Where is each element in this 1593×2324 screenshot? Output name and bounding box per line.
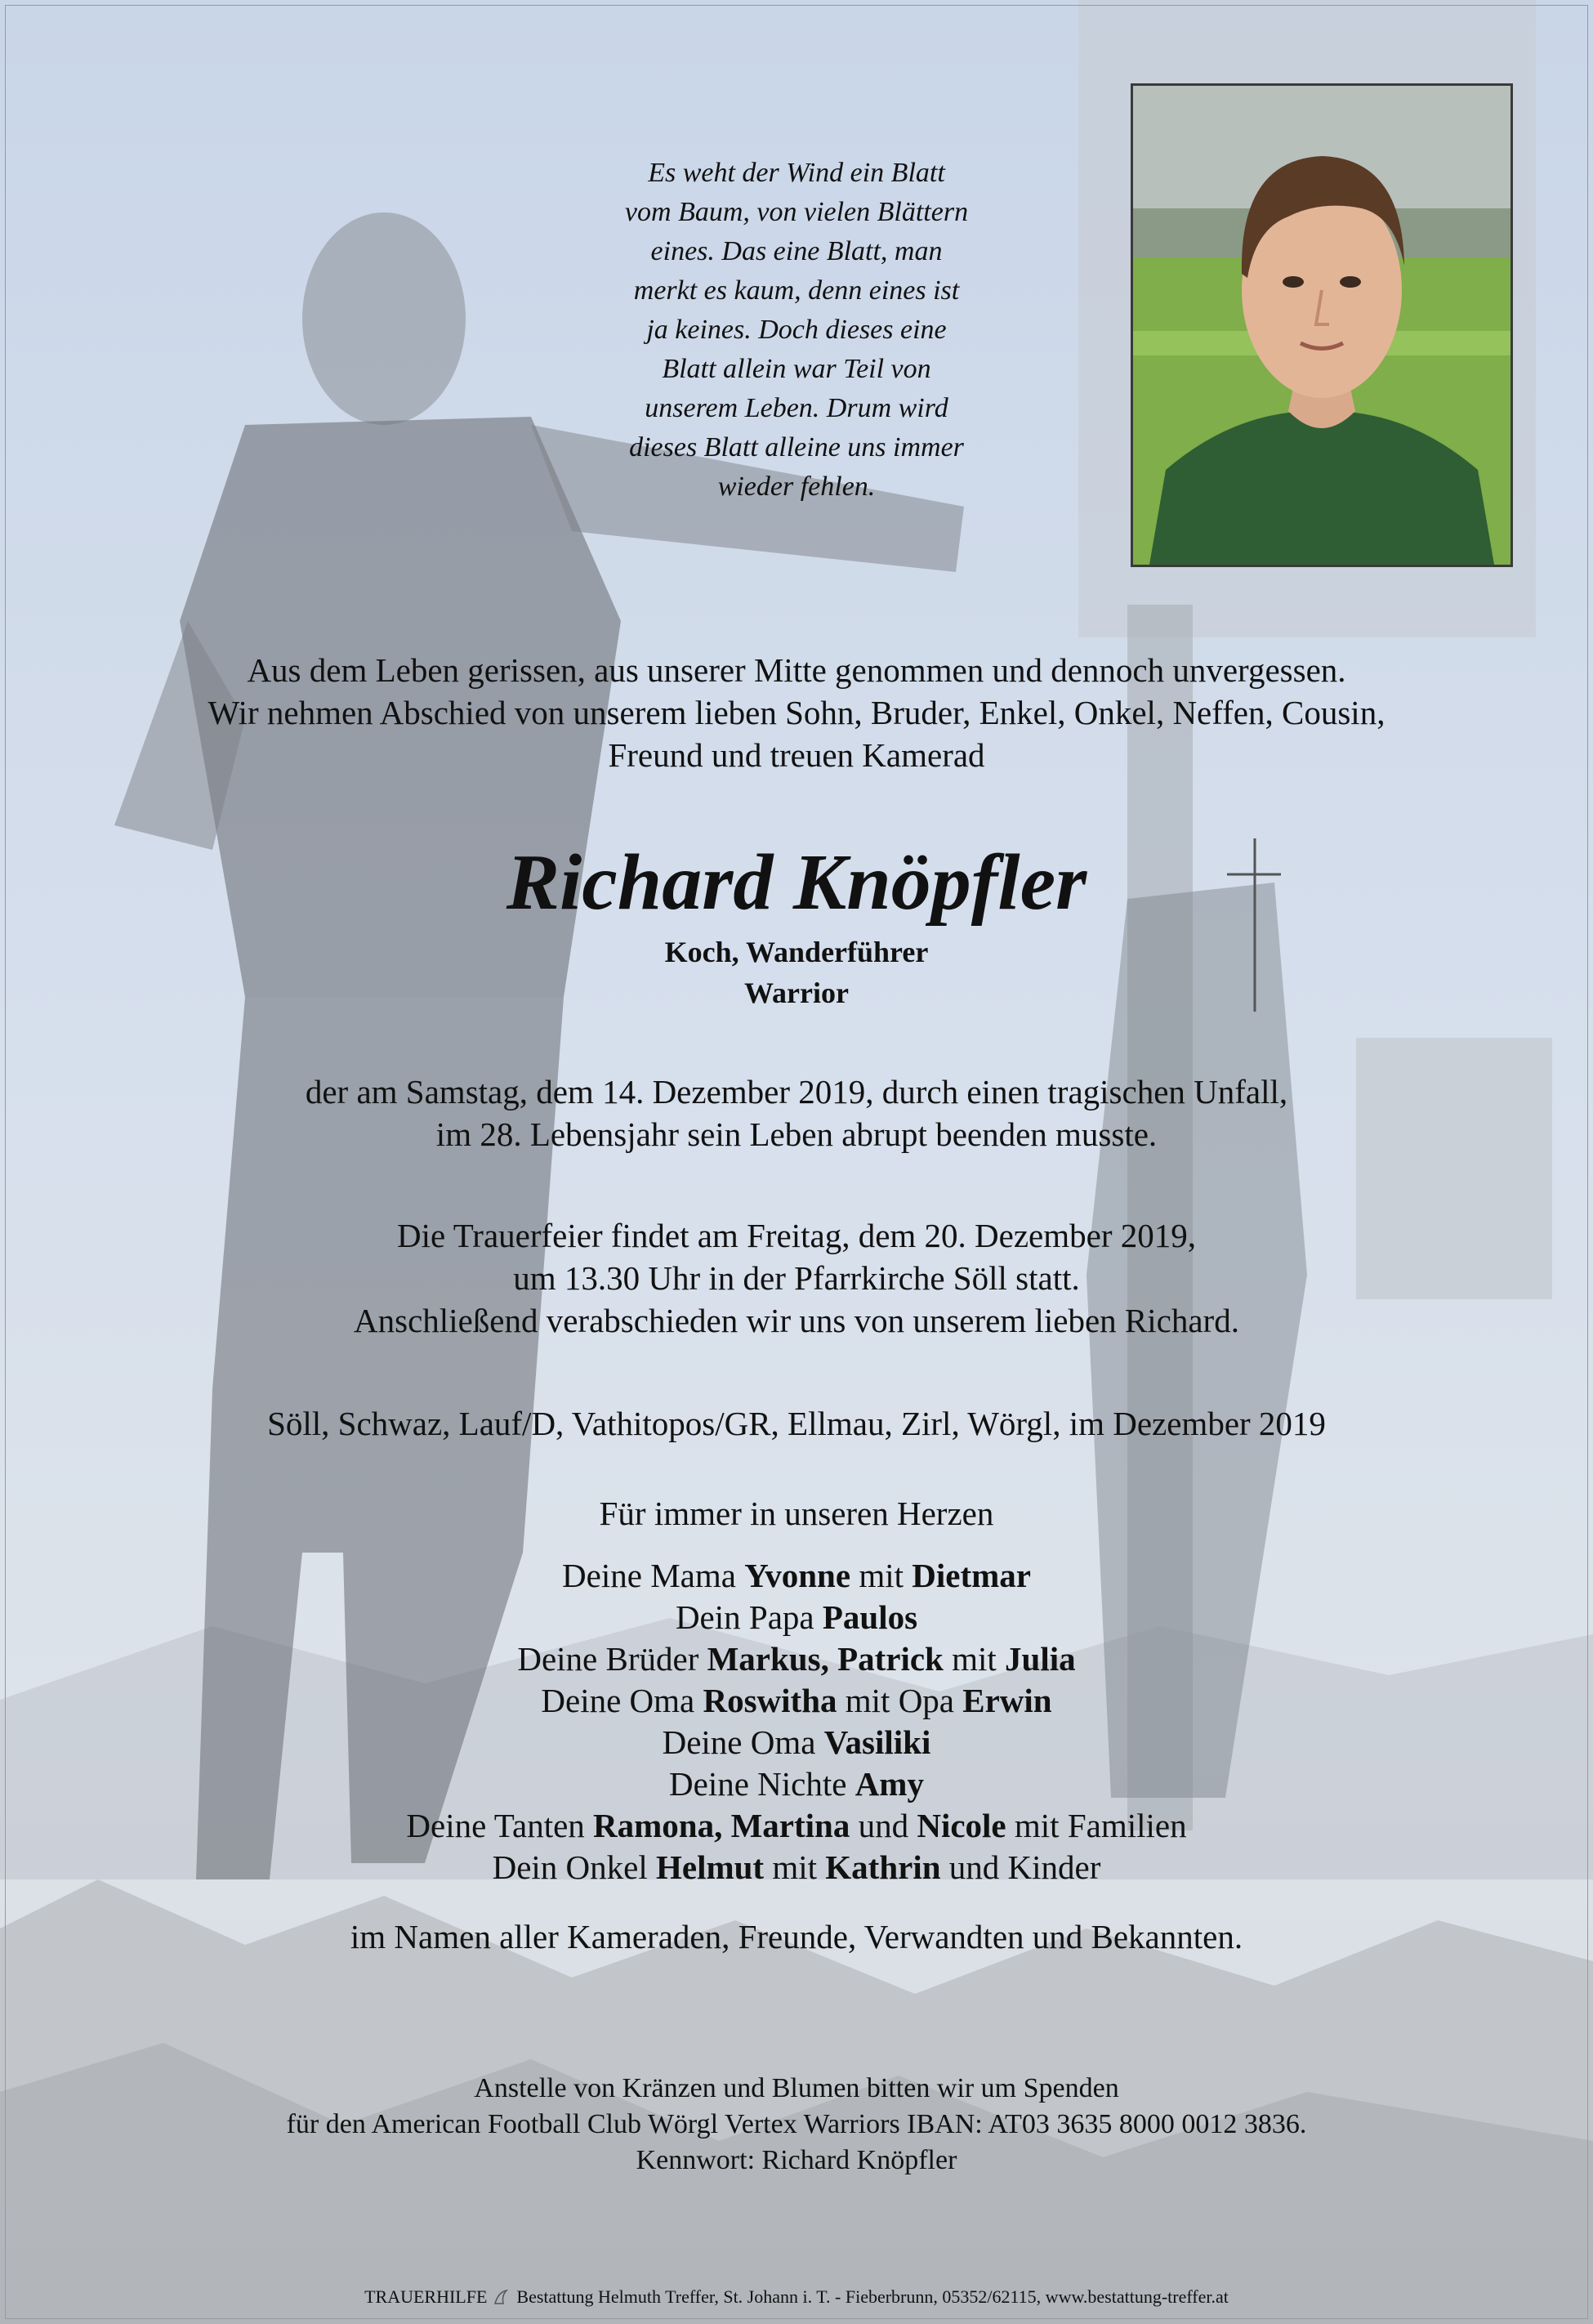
intro-text (0, 649, 1593, 776)
poem-line: eines. Das eine Blatt, man (650, 236, 943, 266)
role-line: Warrior (744, 977, 849, 1009)
donation-line: Kennwort: Richard Knöpfler (636, 2145, 957, 2175)
mourner-line: Dein Onkel Helmut mit Kathrin und Kinder (492, 1848, 1101, 1886)
mourner-line: Dein Papa Paulos (675, 1598, 918, 1636)
mourner-line: Deine Mama Yvonne mit Dietmar (562, 1557, 1031, 1594)
motto: Für immer in unseren Herzen (599, 1495, 994, 1532)
poem-line: wieder fehlen. (717, 472, 876, 502)
poem-line: ja keines. Doch dieses eine (646, 315, 947, 345)
poem-line: Blatt allein war Teil von (662, 354, 931, 384)
mourner-line: Deine Oma Vasiliki (662, 1723, 931, 1761)
poem-line: vom Baum, von vielen Blättern (624, 197, 969, 227)
mourner-line: Deine Nichte Amy (669, 1765, 924, 1803)
poem-line: unserem Leben. Drum wird (645, 393, 948, 423)
intro-line: Wir nehmen Abschied von unserem lieben Sohn, Bruder, Enkel, Onkel, Neffen, Cousin, (207, 694, 1386, 731)
mourner-line: Deine Brüder Markus, Patrick mit Julia (517, 1640, 1076, 1678)
poem-line: dieses Blatt alleine uns immer (629, 432, 964, 463)
death-line: im 28. Lebensjahr sein Leben abrupt beenden musste. (435, 1115, 1158, 1153)
funeral-line: um 13.30 Uhr in der Pfarrkirche Söll statt. (513, 1259, 1080, 1297)
intro-line: Freund und treuen Kamerad (608, 736, 985, 774)
deceased-roles (0, 932, 1593, 1013)
role-line: Koch, Wanderführer (664, 936, 929, 968)
footer-brand: TRAUERHILFE (364, 2286, 488, 2307)
poem-line: Es weht der Wind ein Blatt (648, 158, 945, 188)
poem (539, 154, 1054, 507)
footer-text: Bestattung Helmuth Treffer, St. Johann i. T. - Fieberbrunn, 05352/62115, www.bestattung-treffer.at (516, 2286, 1229, 2307)
death-notice (0, 1070, 1593, 1155)
donation-line: Anstelle von Kränzen und Blumen bitten wir um Spenden (474, 2073, 1119, 2103)
funeral-info (0, 1214, 1593, 1342)
footer (0, 2285, 1593, 2309)
portrait-image (1133, 86, 1510, 565)
mourner-line: Deine Tanten Ramona, Martina und Nicole mit Familien (406, 1807, 1187, 1844)
donation-line: für den American Football Club Wörgl Vertex Warriors IBAN: AT03 3635 8000 0012 3836. (286, 2109, 1307, 2139)
mourners-list (0, 1555, 1593, 1888)
funeral-line: Anschließend verabschieden wir uns von unserem lieben Richard. (354, 1302, 1239, 1339)
donation-request (0, 2071, 1593, 2179)
intro-line: Aus dem Leben gerissen, aus unserer Mitte genommen und dennoch unvergessen. (247, 651, 1346, 689)
deceased-name: Richard Knöpfler (506, 838, 1087, 927)
closing-line: im Namen aller Kameraden, Freunde, Verwandten und Bekannten. (350, 1918, 1243, 1955)
mourner-line: Deine Oma Roswitha mit Opa Erwin (541, 1682, 1052, 1719)
funeral-line: Die Trauerfeier findet am Freitag, dem 20. Dezember 2019, (397, 1217, 1196, 1254)
undertaker-logo-icon (490, 2289, 513, 2305)
death-line: der am Samstag, dem 14. Dezember 2019, durch einen tragischen Unfall, (305, 1073, 1288, 1111)
portrait-photo (1131, 83, 1513, 567)
poem-line: merkt es kaum, denn eines ist (633, 275, 960, 306)
places-date: Söll, Schwaz, Lauf/D, Vathitopos/GR, Ellmau, Zirl, Wörgl, im Dezember 2019 (267, 1405, 1326, 1442)
